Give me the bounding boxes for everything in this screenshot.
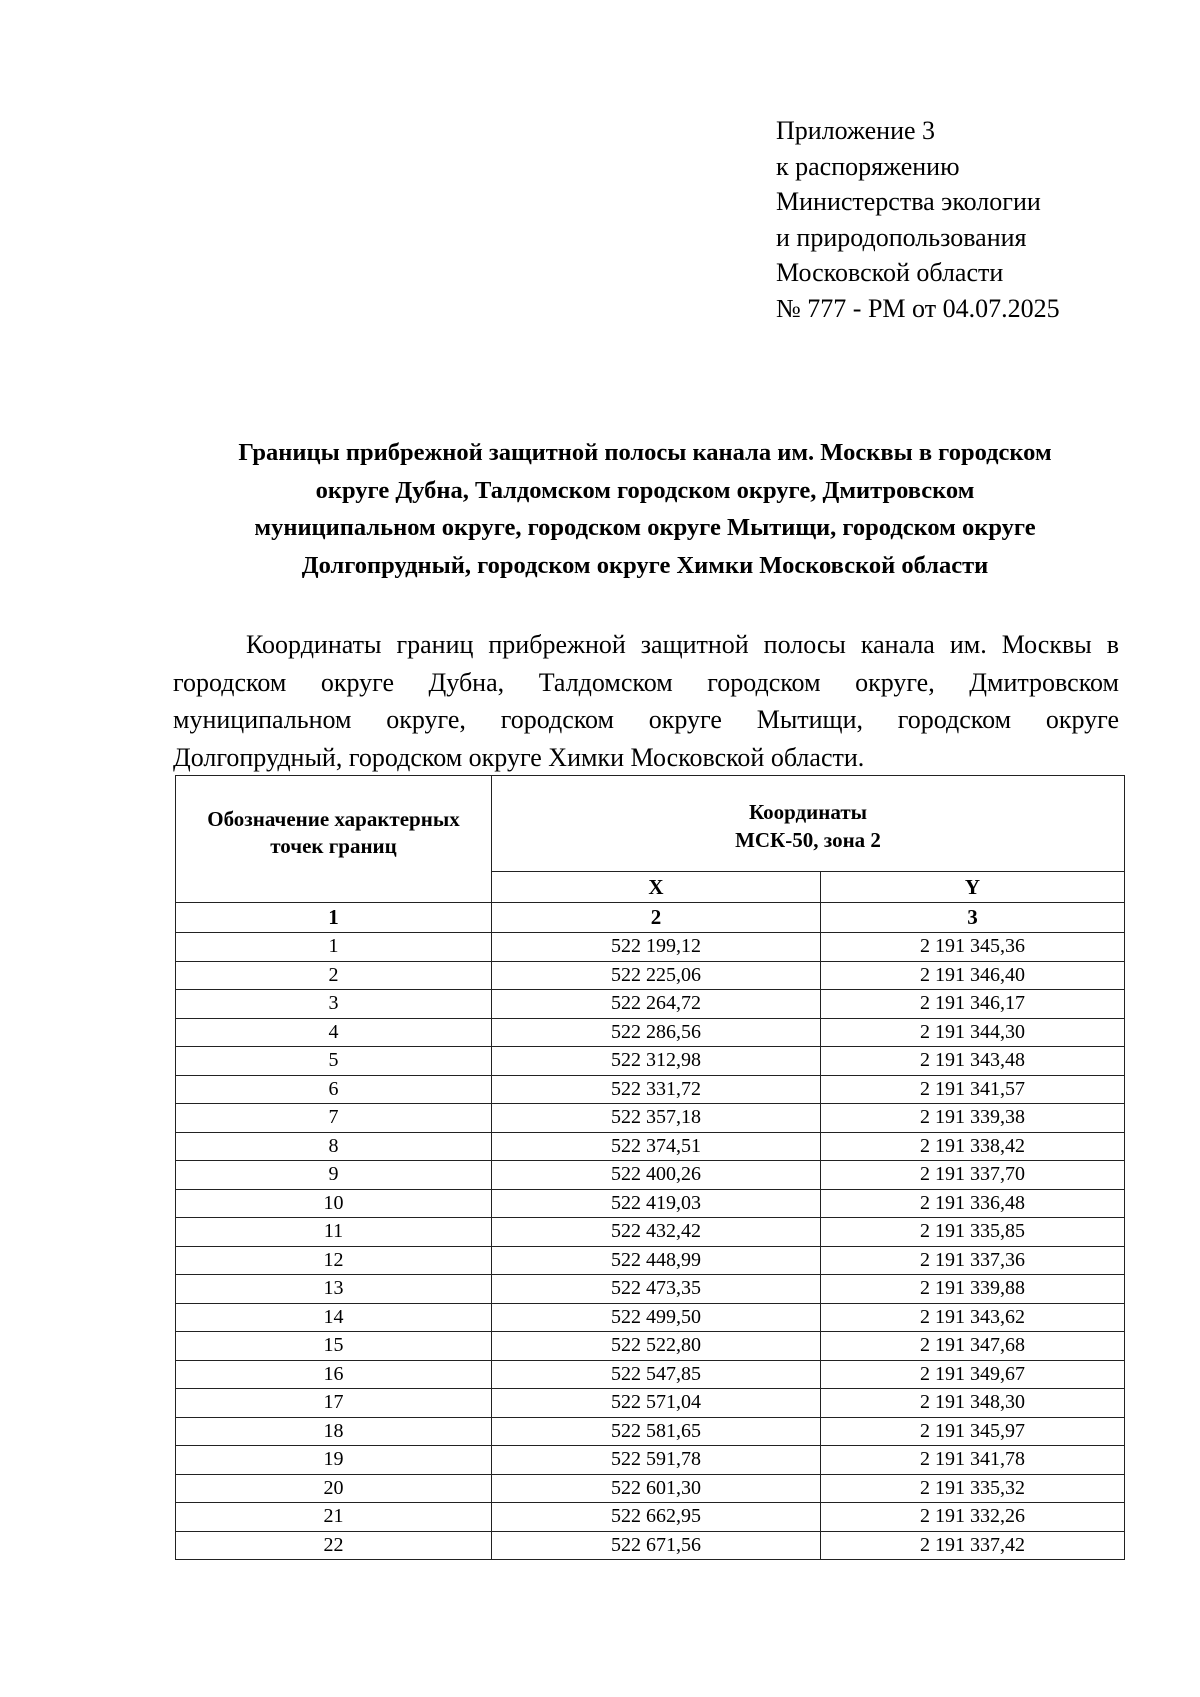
- point-cell: 21: [176, 1503, 492, 1532]
- header-x: X: [492, 872, 821, 903]
- table-row: [176, 1303, 1125, 1332]
- column-number: 3: [821, 903, 1125, 933]
- x-coordinate-cell: 522 357,18: [492, 1104, 821, 1133]
- table-row: [176, 1531, 1125, 1560]
- x-coordinate-cell: 522 432,42: [492, 1218, 821, 1247]
- x-coordinate-cell: 522 473,35: [492, 1275, 821, 1304]
- y-coordinate-cell: 2 191 337,70: [821, 1161, 1125, 1190]
- header-points: [176, 776, 492, 903]
- x-coordinate-cell: 522 448,99: [492, 1246, 821, 1275]
- point-cell: 15: [176, 1332, 492, 1361]
- table-row: [176, 933, 1125, 962]
- intro-line: Координаты границ прибрежной защитной полосы канала им. Москвы в: [246, 630, 1119, 659]
- y-coordinate-cell: 2 191 336,48: [821, 1189, 1125, 1218]
- title-line: Границы прибрежной защитной полосы канала им. Москвы в городском: [238, 439, 1052, 466]
- point-cell: 7: [176, 1104, 492, 1133]
- y-coordinate-cell: 2 191 335,32: [821, 1474, 1125, 1503]
- appendix-line: Министерства экологии: [776, 187, 1041, 216]
- table-row: [176, 1218, 1125, 1247]
- point-cell: 22: [176, 1531, 492, 1560]
- y-coordinate-cell: 2 191 345,97: [821, 1417, 1125, 1446]
- header-y: Y: [821, 872, 1125, 903]
- header-points-line: точек границ: [270, 834, 397, 858]
- table-row: [176, 990, 1125, 1019]
- table-row: [176, 1047, 1125, 1076]
- point-cell: 20: [176, 1474, 492, 1503]
- x-coordinate-cell: 522 225,06: [492, 961, 821, 990]
- table-row: [176, 1446, 1125, 1475]
- x-coordinate-cell: 522 312,98: [492, 1047, 821, 1076]
- point-cell: 11: [176, 1218, 492, 1247]
- x-coordinate-cell: 522 547,85: [492, 1360, 821, 1389]
- y-coordinate-cell: 2 191 332,26: [821, 1503, 1125, 1532]
- point-cell: 8: [176, 1132, 492, 1161]
- x-coordinate-cell: 522 591,78: [492, 1446, 821, 1475]
- y-coordinate-cell: 2 191 347,68: [821, 1332, 1125, 1361]
- point-cell: 1: [176, 933, 492, 962]
- table-row: [176, 1417, 1125, 1446]
- y-coordinate-cell: 2 191 337,36: [821, 1246, 1125, 1275]
- column-number: 2: [492, 903, 821, 933]
- table-row: [176, 1360, 1125, 1389]
- y-coordinate-cell: 2 191 349,67: [821, 1360, 1125, 1389]
- x-coordinate-cell: 522 671,56: [492, 1531, 821, 1560]
- intro-line: городском округе Дубна, Талдомском городском округе, Дмитровском: [173, 667, 1119, 697]
- x-coordinate-cell: 522 662,95: [492, 1503, 821, 1532]
- point-cell: 16: [176, 1360, 492, 1389]
- intro-line: Долгопрудный, городском округе Химки Московской области.: [173, 742, 865, 772]
- x-coordinate-cell: 522 374,51: [492, 1132, 821, 1161]
- x-coordinate-cell: 522 400,26: [492, 1161, 821, 1190]
- x-coordinate-cell: 522 331,72: [492, 1075, 821, 1104]
- y-coordinate-cell: 2 191 345,36: [821, 933, 1125, 962]
- table-row: [176, 1503, 1125, 1532]
- y-coordinate-cell: 2 191 337,42: [821, 1531, 1125, 1560]
- header-coords-line: Координаты: [748, 799, 868, 824]
- column-number: 1: [176, 903, 492, 933]
- y-coordinate-cell: 2 191 346,40: [821, 961, 1125, 990]
- x-coordinate-cell: 522 499,50: [492, 1303, 821, 1332]
- title-line: округе Дубна, Талдомском городском округе, Дмитровском: [315, 476, 975, 504]
- table-row: [176, 1018, 1125, 1047]
- y-coordinate-cell: 2 191 338,42: [821, 1132, 1125, 1161]
- header-points-line: Обозначение характерных: [207, 807, 460, 831]
- point-cell: 12: [176, 1246, 492, 1275]
- x-coordinate-cell: 522 601,30: [492, 1474, 821, 1503]
- table-row: [176, 1246, 1125, 1275]
- point-cell: 6: [176, 1075, 492, 1104]
- x-coordinate-cell: 522 264,72: [492, 990, 821, 1019]
- point-cell: 5: [176, 1047, 492, 1076]
- x-coordinate-cell: 522 522,80: [492, 1332, 821, 1361]
- table-row: [176, 1474, 1125, 1503]
- y-coordinate-cell: 2 191 339,38: [821, 1104, 1125, 1133]
- table-row: [176, 1161, 1125, 1190]
- point-cell: 4: [176, 1018, 492, 1047]
- appendix-line: № 777 - РМ от 04.07.2025: [776, 293, 1060, 323]
- point-cell: 13: [176, 1275, 492, 1304]
- y-coordinate-cell: 2 191 348,30: [821, 1389, 1125, 1418]
- point-cell: 14: [176, 1303, 492, 1332]
- x-coordinate-cell: 522 199,12: [492, 933, 821, 962]
- point-cell: 18: [176, 1417, 492, 1446]
- appendix-line: к распоряжению: [776, 151, 960, 181]
- x-coordinate-cell: 522 571,04: [492, 1389, 821, 1418]
- y-coordinate-cell: 2 191 335,85: [821, 1218, 1125, 1247]
- y-coordinate-cell: 2 191 341,57: [821, 1075, 1125, 1104]
- y-coordinate-cell: 2 191 341,78: [821, 1446, 1125, 1475]
- intro-paragraph: [173, 626, 1119, 776]
- y-coordinate-cell: 2 191 346,17: [821, 990, 1125, 1019]
- table-body: [176, 933, 1125, 1560]
- x-coordinate-cell: 522 286,56: [492, 1018, 821, 1047]
- table-row: [176, 1189, 1125, 1218]
- title-line: муниципальном округе, городском округе Мытищи, городском округе: [254, 514, 1036, 541]
- coordinates-table: [175, 775, 1125, 1560]
- table-row: [176, 1275, 1125, 1304]
- point-cell: 3: [176, 990, 492, 1019]
- table-row: [176, 1075, 1125, 1104]
- y-coordinate-cell: 2 191 343,62: [821, 1303, 1125, 1332]
- y-coordinate-cell: 2 191 344,30: [821, 1018, 1125, 1047]
- appendix-line: Приложение 3: [776, 116, 936, 145]
- table-row: [176, 961, 1125, 990]
- header-coordinates: [492, 776, 1125, 872]
- y-coordinate-cell: 2 191 339,88: [821, 1275, 1125, 1304]
- table-row: [176, 1132, 1125, 1161]
- point-cell: 17: [176, 1389, 492, 1418]
- title-line: Долгопрудный, городском округе Химки Московской области: [301, 551, 989, 579]
- table-row: [176, 1104, 1125, 1133]
- point-cell: 19: [176, 1446, 492, 1475]
- appendix-line: Московской области: [776, 258, 1004, 287]
- x-coordinate-cell: 522 419,03: [492, 1189, 821, 1218]
- point-cell: 10: [176, 1189, 492, 1218]
- intro-line: муниципальном округе, городском округе Мытищи, городском округе: [173, 705, 1119, 734]
- appendix-block: [776, 113, 1060, 326]
- x-coordinate-cell: 522 581,65: [492, 1417, 821, 1446]
- point-cell: 2: [176, 961, 492, 990]
- table-row: [176, 1332, 1125, 1361]
- appendix-line: и природопользования: [776, 222, 1027, 252]
- header-coords-line: МСК-50, зона 2: [735, 827, 881, 852]
- table-row: [176, 1389, 1125, 1418]
- point-cell: 9: [176, 1161, 492, 1190]
- y-coordinate-cell: 2 191 343,48: [821, 1047, 1125, 1076]
- document-title: [160, 434, 1130, 584]
